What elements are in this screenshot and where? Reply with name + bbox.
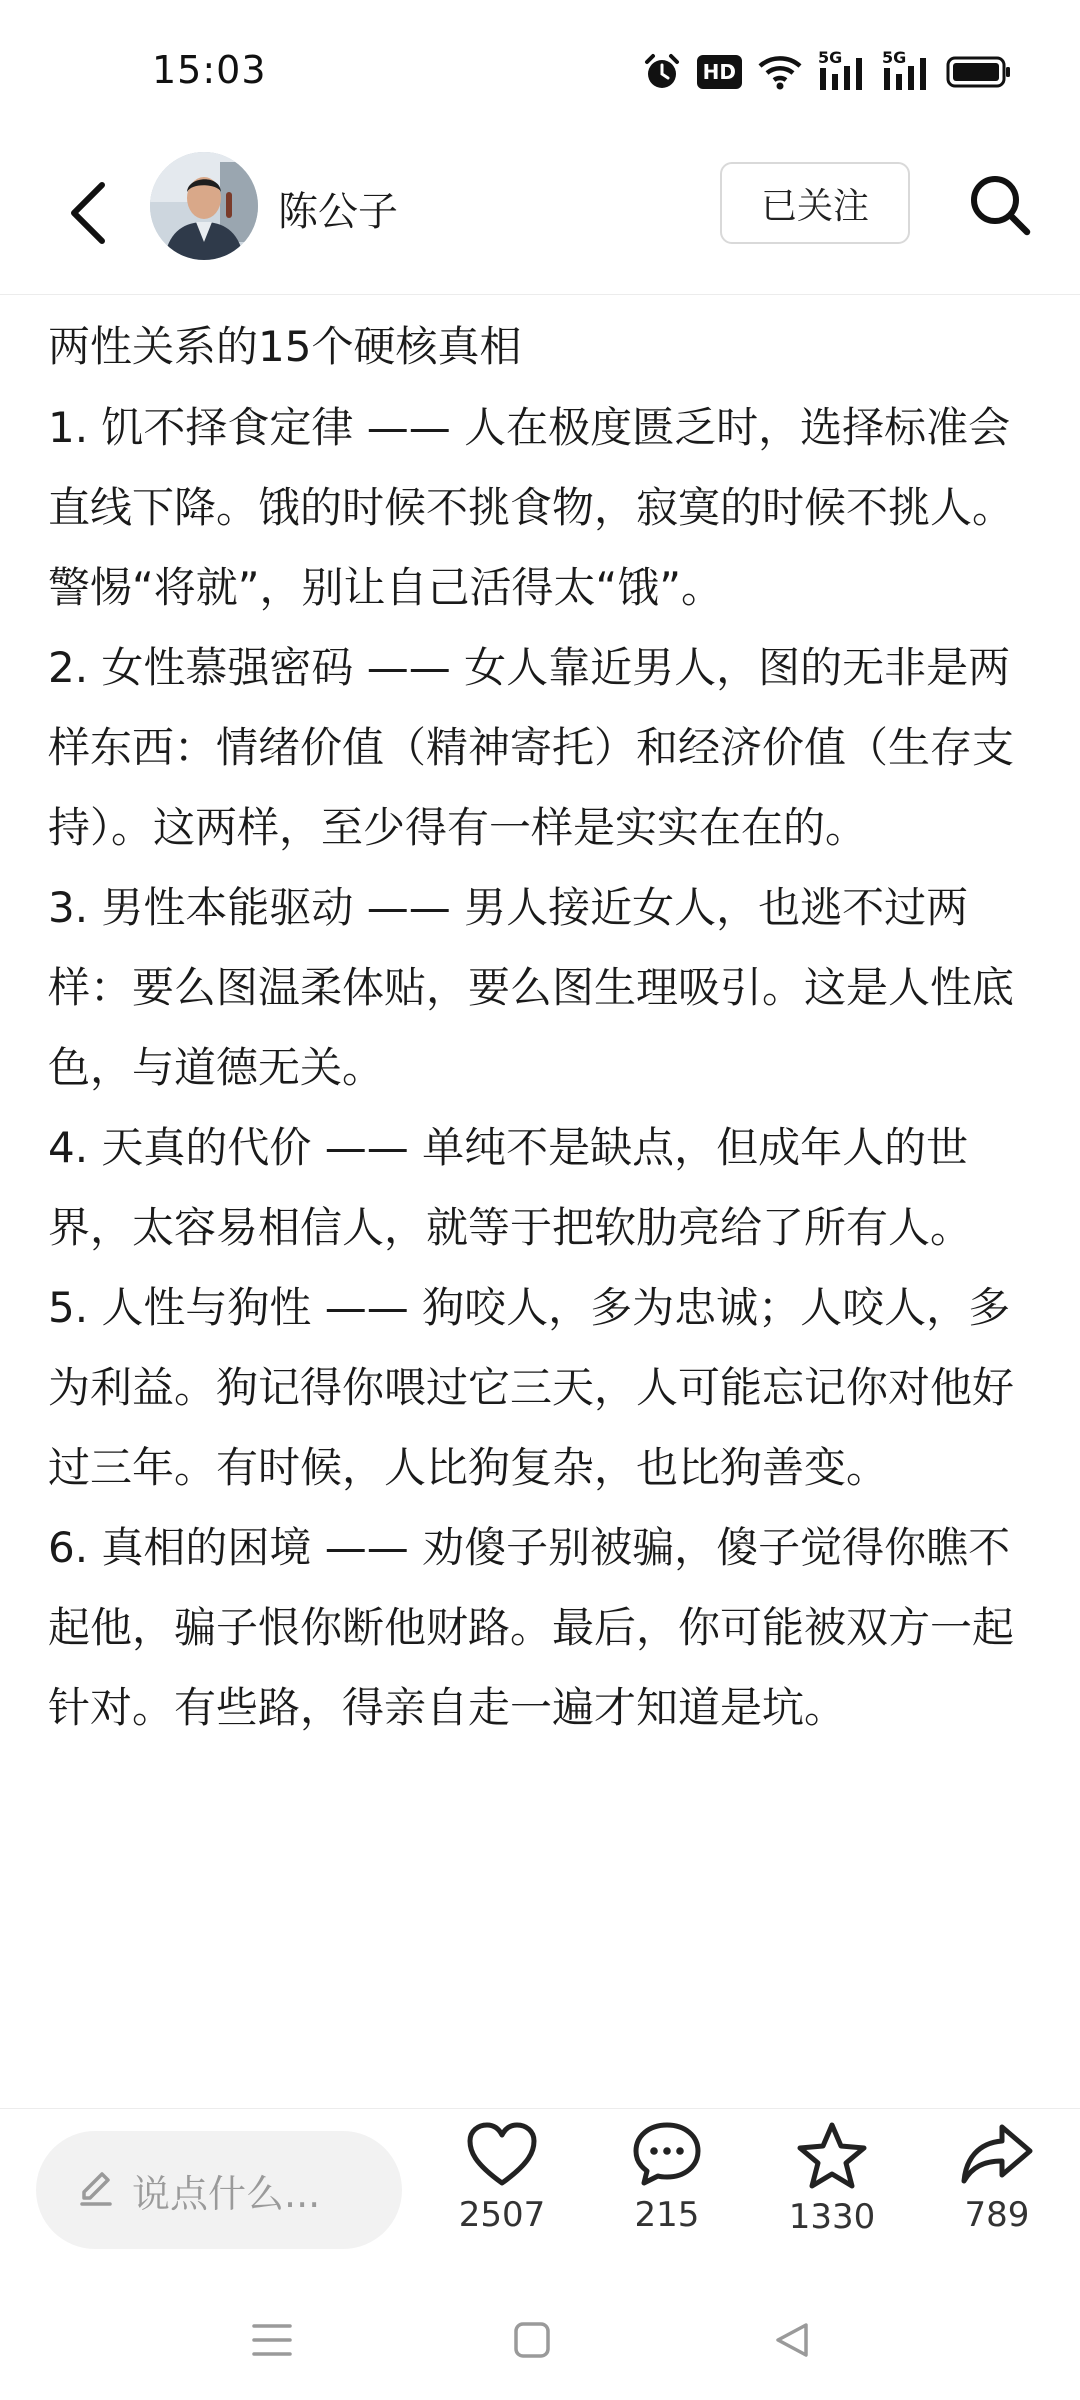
like-button[interactable] (437, 2121, 567, 2271)
signal-label: 5G (882, 48, 907, 67)
hd-icon (697, 55, 742, 89)
battery-icon (946, 56, 1012, 88)
home-icon (512, 2320, 552, 2364)
comment-placeholder: 说点什么... (132, 2171, 321, 2216)
status-icons (643, 50, 1012, 94)
status-time: 15:03 (152, 48, 267, 92)
author-name[interactable]: 陈公子 (278, 189, 398, 235)
article-paragraph: 2. 女性慕强密码 —— 女人靠近男人，图的无非是两样东西：情绪价值（精神寄托）和经济价值（生存支持）。这两样，至少得有一样是实实在在的。 (48, 643, 1015, 852)
star-icon (796, 2121, 868, 2189)
favorite-count: 1330 (788, 2197, 876, 2237)
favorite-button[interactable] (767, 2121, 897, 2271)
share-arrow-icon (960, 2121, 1034, 2187)
comment-button[interactable] (602, 2121, 732, 2271)
menu-icon (250, 2320, 294, 2364)
comment-input[interactable] (36, 2131, 402, 2249)
like-count: 2507 (458, 2195, 546, 2235)
article-title: 两性关系的15个硬核真相 (48, 322, 522, 371)
signal-label: 5G (818, 48, 843, 67)
back-triangle-icon (772, 2320, 812, 2364)
article-paragraph: 5. 人性与狗性 —— 狗咬人，多为忠诚；人咬人，多为利益。狗记得你喂过它三天，人可能忘记你对他好过三年。有时候，人比狗复杂，也比狗善变。 (48, 1283, 1015, 1492)
avatar[interactable] (150, 152, 258, 260)
article-body (48, 306, 1032, 2106)
article-paragraph: 3. 男性本能驱动 —— 男人接近女人，也逃不过两样：要么图温柔体贴，要么图生理吸引。这是人性底色，与道德无关。 (48, 883, 1015, 1092)
wifi-icon (758, 54, 802, 90)
article-paragraph: 6. 真相的困境 —— 劝傻子别被骗，傻子觉得你瞧不起他，骗子恨你断他财路。最后，你可能被双方一起针对。有些路，得亲自走一遍才知道是坑。 (48, 1523, 1015, 1732)
action-bar (0, 2108, 1080, 2279)
menu-button[interactable] (242, 2312, 302, 2372)
hd-badge-text: HD (702, 60, 736, 84)
home-button[interactable] (502, 2312, 562, 2372)
system-nav-bar (0, 2278, 1080, 2400)
heart-icon (466, 2121, 538, 2187)
search-button[interactable] (955, 162, 1045, 252)
nav-back-button[interactable] (762, 2312, 822, 2372)
alarm-icon (643, 53, 681, 91)
pen-icon (76, 2168, 116, 2212)
signal-icon (882, 48, 930, 92)
article-paragraph: 1. 饥不择食定律 —— 人在极度匮乏时，选择标准会直线下降。饿的时候不挑食物，寂寞的时候不挑人。警惕“将就”，别让自己活得太“饿”。 (48, 403, 1015, 612)
article-paragraph: 4. 天真的代价 —— 单纯不是缺点，但成年人的世界，太容易相信人，就等于把软肋亮给了所有人。 (48, 1123, 973, 1252)
header (0, 140, 1080, 295)
share-count: 789 (964, 2195, 1030, 2235)
status-bar (0, 0, 1080, 140)
share-button[interactable] (932, 2121, 1062, 2271)
back-button[interactable] (48, 170, 128, 260)
search-icon (967, 172, 1033, 242)
signal-icon (818, 48, 866, 92)
back-icon (66, 181, 110, 249)
comment-count: 215 (634, 2195, 700, 2235)
comment-bubble-icon (632, 2121, 702, 2187)
follow-button[interactable]: 已关注 (720, 162, 910, 244)
